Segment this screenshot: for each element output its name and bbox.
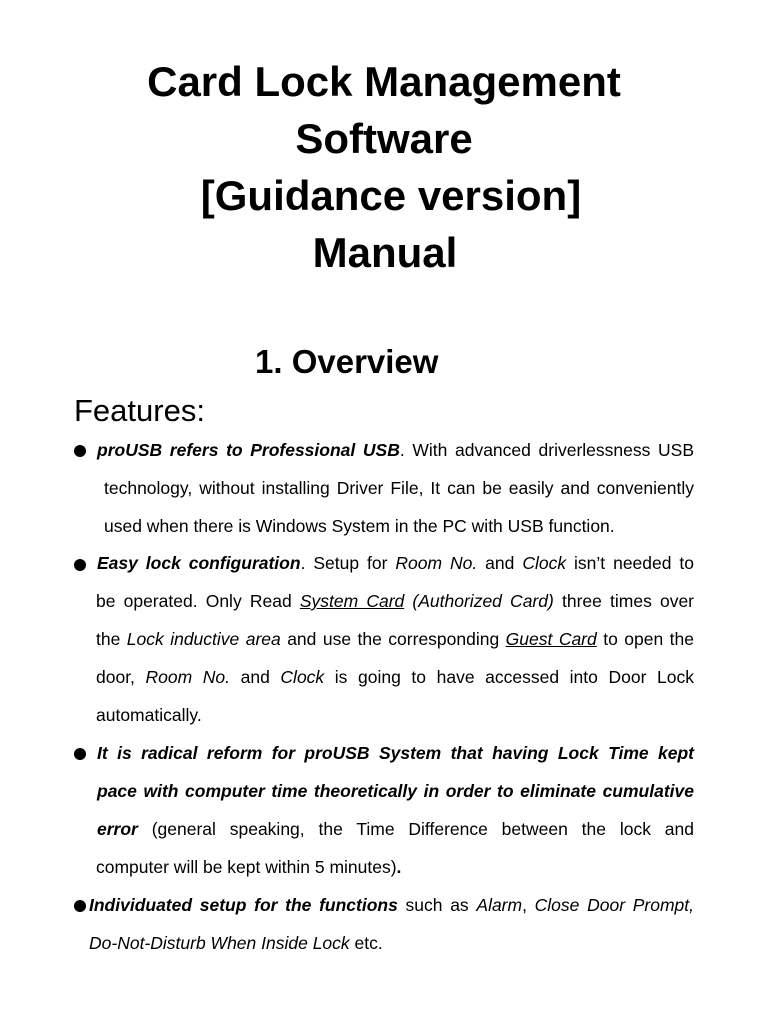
bullet-3-line-3 <box>97 818 694 840</box>
text-span: three times over <box>553 591 695 611</box>
bullet-1-line-2 <box>104 477 694 499</box>
bullet-2-line-2 <box>96 590 694 612</box>
bullet-2-bold-term: Easy lock configuration <box>97 553 301 573</box>
text-span: computer will be kept within 5 minutes) <box>96 857 397 877</box>
document-title <box>0 53 768 281</box>
text-span: Room No. <box>145 667 231 687</box>
bullet-icon <box>74 559 86 571</box>
features-subheading: Features: <box>74 393 205 428</box>
bullet-icon <box>74 900 86 912</box>
text-span: etc. <box>349 933 383 953</box>
text-span: Do-Not-Disturb When Inside Lock <box>89 933 350 953</box>
bullet-icon <box>74 748 86 760</box>
text-span: such as <box>397 895 477 915</box>
bullet-2-line-5 <box>96 704 202 726</box>
text-span: . With advanced driverlessness USB <box>399 440 694 460</box>
text-span: (general speaking, the Time Difference between the lock and <box>137 819 694 839</box>
title-line-3: [Guidance version] <box>200 172 582 219</box>
text-span: door, <box>96 667 146 687</box>
text-span: automatically. <box>96 705 202 725</box>
text-span: Guest Card <box>505 629 597 649</box>
text-span: Close Door Prompt, <box>534 895 694 915</box>
text-span: and <box>230 667 281 687</box>
title-line-2: Software <box>295 115 473 162</box>
bullet-2-line-4 <box>96 666 694 688</box>
text-span: to open the <box>596 629 694 649</box>
bullet-icon <box>74 445 86 457</box>
text-span: used when there is Windows System in the PC with USB function. <box>104 516 615 536</box>
bullet-1-line-1 <box>97 439 694 461</box>
text-span: Alarm <box>476 895 523 915</box>
text-span: . Setup for <box>300 553 396 573</box>
title-line-4: Manual <box>312 229 458 276</box>
text-span: (Authorized Card) <box>412 591 554 611</box>
text-span: Lock inductive area <box>126 629 281 649</box>
bullet-1-bold-term: proUSB refers to Professional USB <box>97 440 400 460</box>
text-span: pace with computer time theoretically in order to eliminate cumulative <box>97 781 694 801</box>
text-span: is going to have accessed into Door Lock <box>324 667 694 687</box>
bullet-3-line-1 <box>97 742 694 764</box>
text-span: error <box>97 819 138 839</box>
bullet-3-line-4 <box>96 856 401 878</box>
bullet-2-line-1 <box>97 552 694 574</box>
bullet-4-bold-term: Individuated setup for the functions <box>89 895 398 915</box>
section-heading: 1. Overview <box>255 343 439 380</box>
text-span: and use the corresponding <box>280 629 506 649</box>
bullet-4-line-2 <box>89 932 383 954</box>
bullet-3-line-2 <box>97 780 694 802</box>
text-span: technology, without installing Driver File, It can be easily and conveniently <box>104 478 694 498</box>
text-span: the <box>96 629 127 649</box>
text-span: System Card <box>299 591 405 611</box>
text-span: Clock <box>280 667 325 687</box>
bullet-1-line-3 <box>104 515 615 537</box>
bullet-2-line-3 <box>96 628 694 650</box>
text-span: It is radical reform for proUSB System that having Lock Time kept <box>97 743 694 763</box>
text-span: and <box>477 553 523 573</box>
title-line-1: Card Lock Management <box>147 58 621 105</box>
text-span: . <box>396 857 402 877</box>
bullet-4-line-1 <box>89 894 694 916</box>
text-span: isn’t needed to <box>566 553 695 573</box>
text-span: be operated. Only Read <box>96 591 300 611</box>
text-span: Clock <box>522 553 567 573</box>
text-span: , <box>522 895 535 915</box>
text-span: Room No. <box>395 553 478 573</box>
